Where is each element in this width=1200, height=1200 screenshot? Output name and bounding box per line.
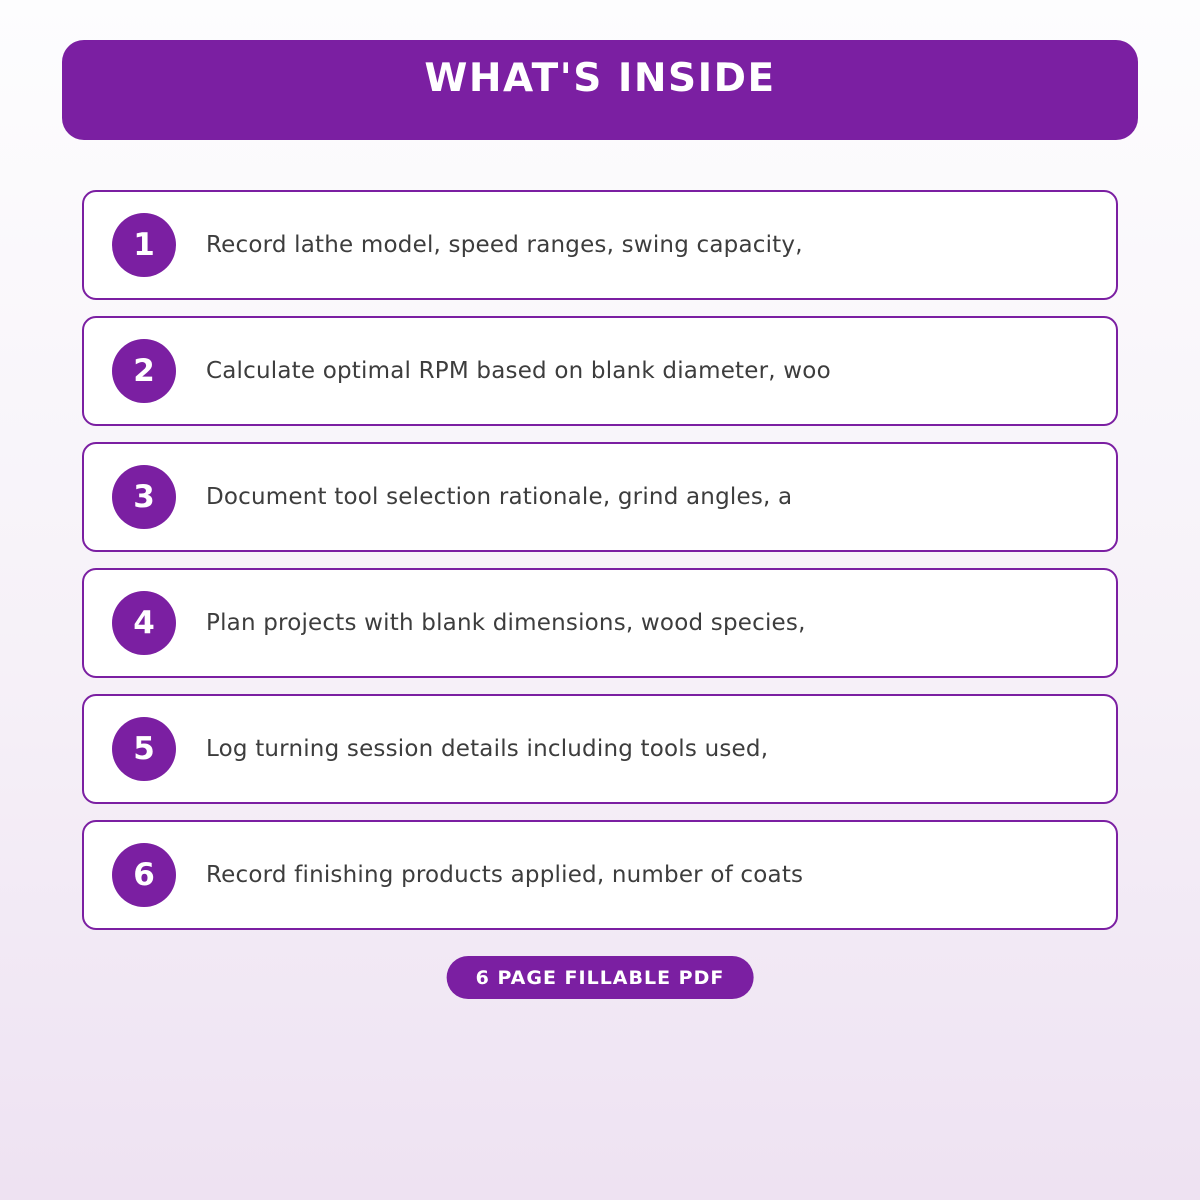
item-number-badge: 3 bbox=[112, 465, 176, 529]
item-text: Log turning session details including tools used, bbox=[206, 736, 769, 762]
item-number-badge: 2 bbox=[112, 339, 176, 403]
list-item-3 bbox=[82, 442, 1118, 552]
items-list bbox=[82, 190, 1118, 946]
item-number-badge: 5 bbox=[112, 717, 176, 781]
item-text: Record finishing products applied, number of coats bbox=[206, 862, 804, 888]
item-number-badge: 4 bbox=[112, 591, 176, 655]
item-text: Plan projects with blank dimensions, wood species, bbox=[206, 610, 806, 636]
item-number-badge: 1 bbox=[112, 213, 176, 277]
list-item-2 bbox=[82, 316, 1118, 426]
item-text: Record lathe model, speed ranges, swing capacity, bbox=[206, 232, 803, 258]
list-item-5 bbox=[82, 694, 1118, 804]
item-number-badge: 6 bbox=[112, 843, 176, 907]
header-banner bbox=[62, 40, 1138, 140]
list-item-1 bbox=[82, 190, 1118, 300]
item-text: Calculate optimal RPM based on blank diameter, woo bbox=[206, 358, 831, 384]
page-title: WHAT'S INSIDE bbox=[424, 56, 776, 101]
list-item-6 bbox=[82, 820, 1118, 930]
item-text: Document tool selection rationale, grind angles, a bbox=[206, 484, 793, 510]
page-count-badge: 6 PAGE FILLABLE PDF bbox=[447, 956, 754, 999]
list-item-4 bbox=[82, 568, 1118, 678]
